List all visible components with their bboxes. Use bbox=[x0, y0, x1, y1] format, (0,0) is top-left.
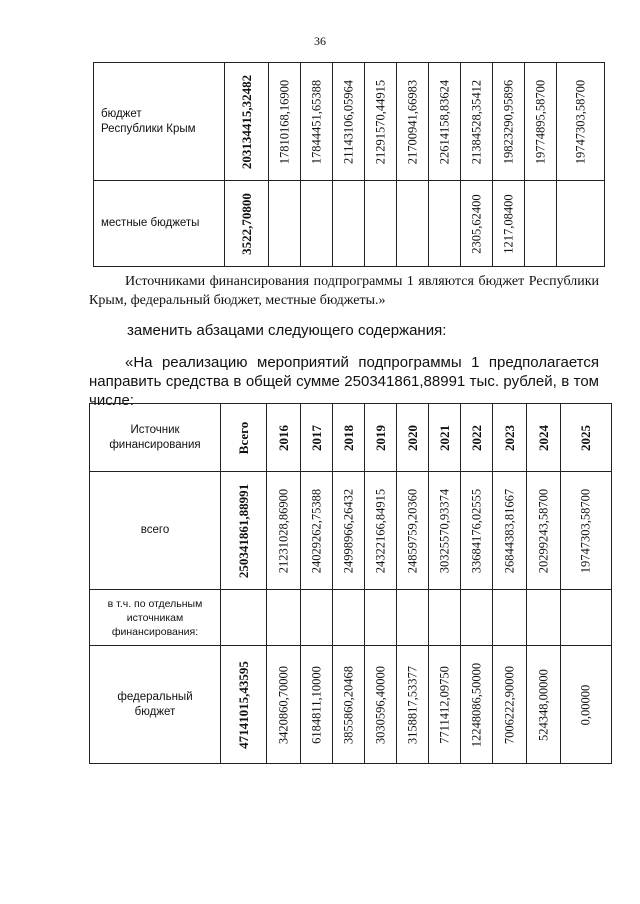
value-cell: 1217,08400 bbox=[493, 181, 525, 267]
value-cell: 24998966,26432 bbox=[333, 472, 365, 590]
header-source-cell: Источник финансирования bbox=[90, 404, 221, 472]
table-row bbox=[94, 181, 605, 267]
value-cell bbox=[267, 590, 301, 646]
value-cell: 21291570,44915 bbox=[365, 63, 397, 181]
source-cell: бюджет Республики Крым bbox=[94, 63, 225, 181]
header-year-cell: 2023 bbox=[493, 404, 527, 472]
value-cell: 3420860,70000 bbox=[267, 646, 301, 764]
value-cell: 33684176,02555 bbox=[461, 472, 493, 590]
value-cell: 7006222,90000 bbox=[493, 646, 527, 764]
source-cell: в т.ч. по отдельным источникам финансирования: bbox=[90, 590, 221, 646]
total-cell: 203134415,32482 bbox=[225, 63, 269, 181]
value-cell: 12248086,50000 bbox=[461, 646, 493, 764]
value-cell bbox=[397, 181, 429, 267]
value-cell: 6184811,10000 bbox=[301, 646, 333, 764]
value-cell bbox=[365, 181, 397, 267]
header-year-cell: 2017 bbox=[301, 404, 333, 472]
total-cell: 47141015,43595 bbox=[221, 646, 267, 764]
value-cell bbox=[397, 590, 429, 646]
value-cell bbox=[333, 590, 365, 646]
value-cell: 524348,00000 bbox=[527, 646, 561, 764]
header-year-cell: 2022 bbox=[461, 404, 493, 472]
value-cell bbox=[429, 181, 461, 267]
value-cell: 20299243,58700 bbox=[527, 472, 561, 590]
value-cell: 19747303,58700 bbox=[561, 472, 612, 590]
header-year-cell: 2018 bbox=[333, 404, 365, 472]
value-cell bbox=[429, 590, 461, 646]
header-total-cell: Всего bbox=[221, 404, 267, 472]
table-row bbox=[94, 63, 605, 181]
value-cell: 21231028,86900 bbox=[267, 472, 301, 590]
value-cell: 3030596,40000 bbox=[365, 646, 397, 764]
value-cell: 22614158,83624 bbox=[429, 63, 461, 181]
value-cell bbox=[557, 181, 605, 267]
source-cell: федеральный бюджет bbox=[90, 646, 221, 764]
value-cell bbox=[561, 590, 612, 646]
header-year-cell: 2019 bbox=[365, 404, 397, 472]
financing-table-new bbox=[89, 403, 612, 764]
value-cell: 30325570,93374 bbox=[429, 472, 461, 590]
value-cell: 19747303,58700 bbox=[557, 63, 605, 181]
value-cell bbox=[301, 590, 333, 646]
value-cell bbox=[527, 590, 561, 646]
header-year-cell: 2016 bbox=[267, 404, 301, 472]
financing-sources-paragraph: Источниками финансирования подпрограммы 1 являются бюджет Республики Крым, федеральный бюджет, местные бюджеты.» bbox=[89, 274, 599, 308]
value-cell: 17810168,16900 bbox=[269, 63, 301, 181]
value-cell bbox=[269, 181, 301, 267]
total-cell bbox=[221, 590, 267, 646]
value-cell bbox=[493, 590, 527, 646]
table-row bbox=[90, 590, 612, 646]
value-cell: 3158817,53377 bbox=[397, 646, 429, 764]
value-cell: 26844383,81667 bbox=[493, 472, 527, 590]
value-cell: 0,00000 bbox=[561, 646, 612, 764]
financing-table-continuation bbox=[93, 62, 605, 267]
value-cell: 21384528,35412 bbox=[461, 63, 493, 181]
table-header-row bbox=[90, 404, 612, 472]
replace-instruction: заменить абзацами следующего содержания: bbox=[127, 322, 447, 339]
value-cell bbox=[333, 181, 365, 267]
value-cell bbox=[461, 590, 493, 646]
value-cell: 19774895,58700 bbox=[525, 63, 557, 181]
header-year-cell: 2020 bbox=[397, 404, 429, 472]
value-cell: 24029262,75388 bbox=[301, 472, 333, 590]
header-year-cell: 2025 bbox=[561, 404, 612, 472]
total-cell: 250341861,88991 bbox=[221, 472, 267, 590]
value-cell: 3855860,20468 bbox=[333, 646, 365, 764]
value-cell: 24322166,84915 bbox=[365, 472, 397, 590]
table-row bbox=[90, 472, 612, 590]
header-year-cell: 2024 bbox=[527, 404, 561, 472]
value-cell bbox=[525, 181, 557, 267]
value-cell: 21143106,05964 bbox=[333, 63, 365, 181]
header-year-cell: 2021 bbox=[429, 404, 461, 472]
value-cell: 19823290,95896 bbox=[493, 63, 525, 181]
value-cell: 17844451,65388 bbox=[301, 63, 333, 181]
table-row bbox=[90, 646, 612, 764]
page-number: 36 bbox=[314, 34, 326, 48]
value-cell: 7711412,09750 bbox=[429, 646, 461, 764]
source-cell: всего bbox=[90, 472, 221, 590]
value-cell bbox=[365, 590, 397, 646]
value-cell: 21700941,66983 bbox=[397, 63, 429, 181]
value-cell: 24859759,20360 bbox=[397, 472, 429, 590]
value-cell: 2305,62400 bbox=[461, 181, 493, 267]
value-cell bbox=[301, 181, 333, 267]
funding-intro-paragraph: «На реализацию мероприятий подпрограммы 1 предполагается направить средства в общей сумме 250341861,88991 тыс. рублей, в том числе: bbox=[89, 354, 599, 409]
total-cell: 3522,70800 bbox=[225, 181, 269, 267]
source-cell: местные бюджеты bbox=[94, 181, 225, 267]
